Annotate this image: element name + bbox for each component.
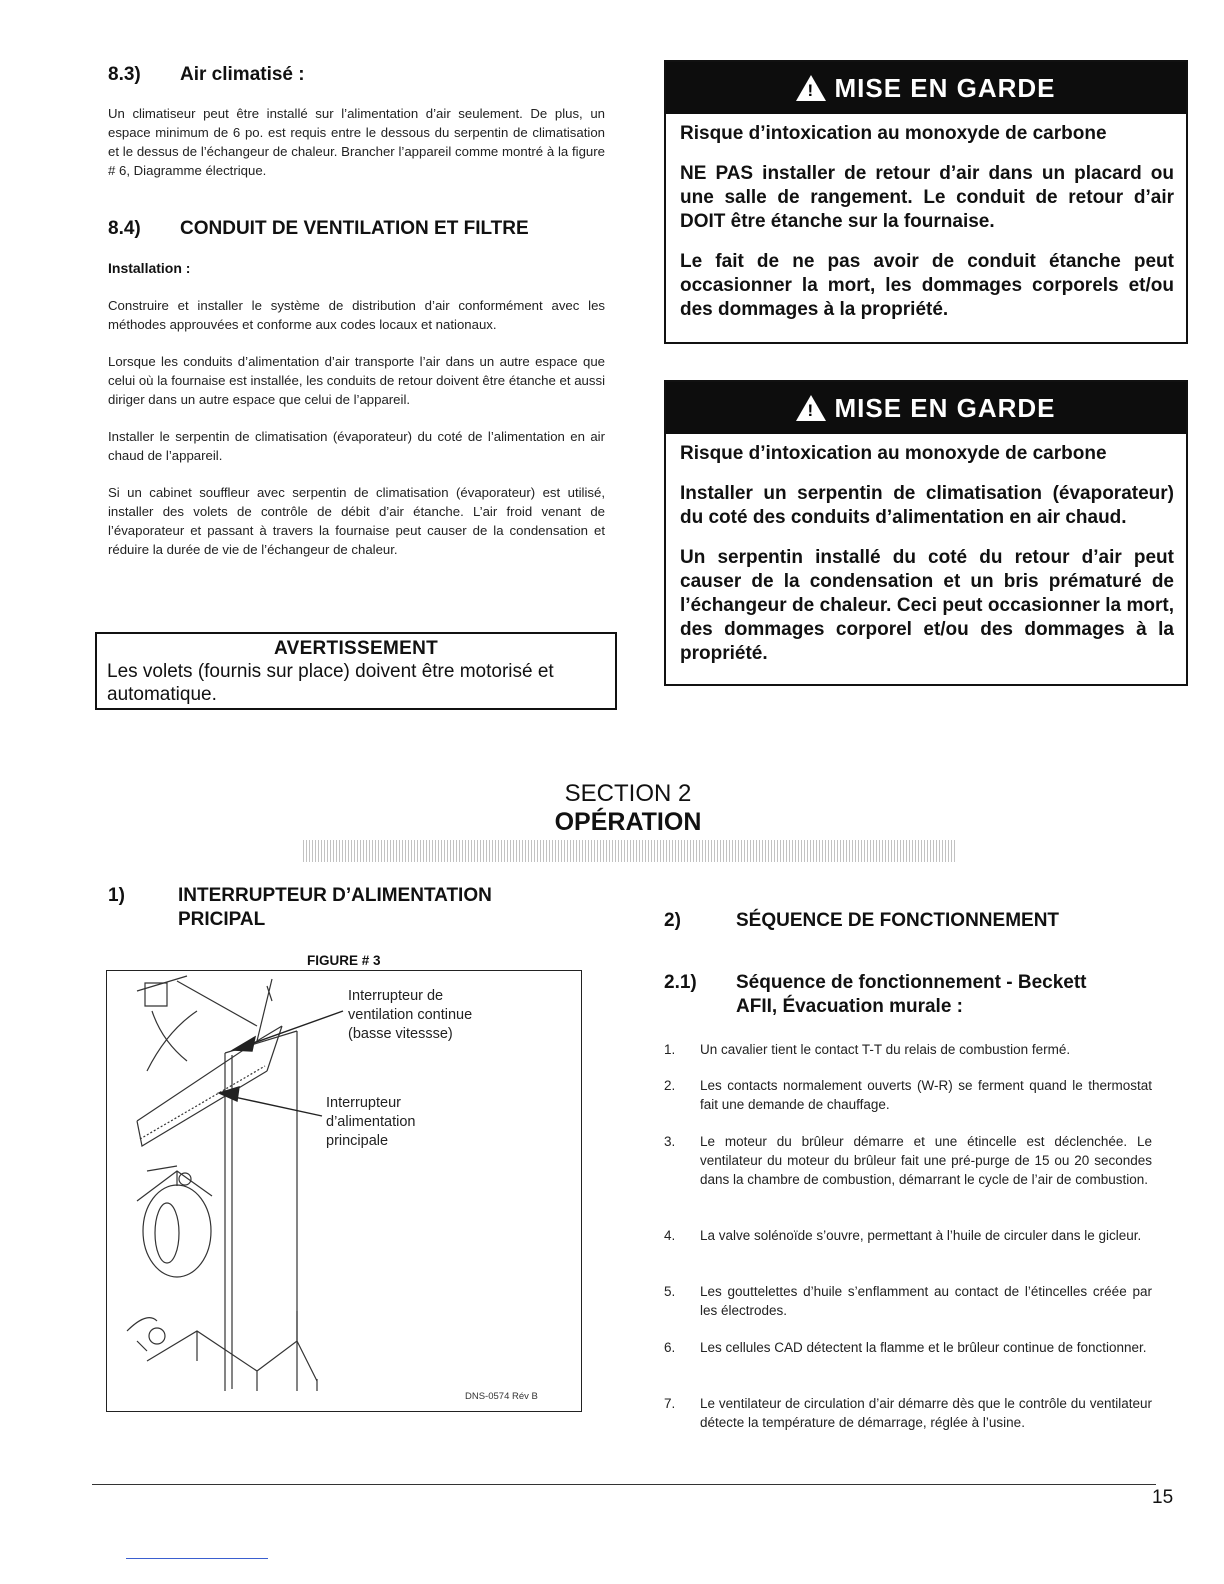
warning-2-line-1: Risque d’intoxication au monoxyde de carbone bbox=[680, 443, 1107, 464]
callout-ventilation-switch: Interrupteur de ventilation continue (basse vitessse) bbox=[348, 988, 473, 1042]
warning-2-header-text: MISE EN GARDE bbox=[834, 393, 1056, 423]
avertissement-title: AVERTISSEMENT bbox=[273, 638, 438, 659]
section-divider-pattern bbox=[303, 840, 955, 862]
drawing-reference: DNS-0574 Rév B bbox=[465, 1391, 538, 1402]
warning-1-header bbox=[666, 62, 1186, 114]
installation-para-3: Installer le serpentin de climatisation (évaporateur) du coté de l’alimentation en air chaud de l’appareil. bbox=[108, 429, 605, 463]
warning-1-line-3: Le fait de ne pas avoir de conduit étanche peut occasionner la mort, les dommages corporels et/ou des dommages à la propriété. bbox=[680, 251, 1174, 320]
section-2-number: 2) bbox=[664, 910, 681, 931]
installation-para-4: Si un cabinet souffleur avec serpentin de climatisation (évaporateur) est utilisé, installer des volets de contrôle de débit d’air étanche. L’air froid venant de l’évaporateur et passant à travers la fournaise peut causer de la condensation et réduire la durée de vie de l’échangeur de chaleur. bbox=[108, 485, 605, 557]
section-8-3-number: 8.3) bbox=[108, 64, 141, 85]
section-2-1-title-line-2: AFII, Évacuation murale : bbox=[736, 996, 963, 1017]
warning-triangle-icon: ! bbox=[796, 395, 826, 421]
section-title: OPÉRATION bbox=[554, 808, 702, 836]
installation-label: Installation : bbox=[108, 260, 191, 276]
installation-para-2: Lorsque les conduits d’alimentation d’air transporte l’air dans un autre espace que celui où la fournaise est installée, les conduits de retour doivent être étanche et aussi diriger dans un autre espace que celui de l’appareil. bbox=[108, 354, 605, 407]
warning-1-line-2: NE PAS installer de retour d’air dans un placard ou une salle de rangement. Le conduit de retour d’air DOIT être étanche sur la fournaise. bbox=[680, 163, 1174, 232]
figure-3-frame bbox=[106, 970, 582, 1412]
installation-para-1: Construire et installer le système de distribution d’air conformément avec les méthodes approuvées et conforme aux codes locaux et nationaux. bbox=[108, 298, 605, 332]
page-number: 15 bbox=[1152, 1487, 1174, 1508]
section-2-1-number: 2.1) bbox=[664, 972, 697, 993]
avertissement-text: Les volets (fournis sur place) doivent être motorisé et automatique. bbox=[107, 661, 554, 705]
section-label: SECTION 2 bbox=[564, 780, 692, 807]
section-1-number: 1) bbox=[108, 885, 125, 906]
section-1-title-line-1: INTERRUPTEUR D’ALIMENTATION bbox=[178, 885, 492, 906]
warning-box-2 bbox=[664, 380, 1188, 686]
furnace-switch-diagram bbox=[107, 971, 582, 1412]
warning-1-line-1: Risque d’intoxication au monoxyde de carbone bbox=[680, 123, 1107, 144]
bottom-blue-line bbox=[126, 1558, 268, 1559]
warning-2-line-2: Installer un serpentin de climatisation (évaporateur) du coté des conduits d’alimentation en air chaud. bbox=[680, 483, 1174, 528]
warning-2-header bbox=[666, 382, 1186, 434]
warning-1-header-text: MISE EN GARDE bbox=[834, 73, 1056, 103]
installation-body bbox=[108, 296, 605, 577]
warning-triangle-icon: ! bbox=[796, 75, 826, 101]
warning-box-1 bbox=[664, 60, 1188, 344]
section-2-title: SÉQUENCE DE FONCTIONNEMENT bbox=[736, 910, 1060, 931]
callout-main-power-switch: Interrupteur d’alimentation principale bbox=[326, 1095, 416, 1149]
section-8-4-title: CONDUIT DE VENTILATION ET FILTRE bbox=[180, 218, 529, 239]
sequence-steps-list: 1. Un cavalier tient le contact T-T du relais de combustion fermé. 2. Les contacts normalement ouverts (W-R) se ferment quand le thermostat fait une demande de chauffage. 3. Le moteur du brûleur démarre et une étincelle est déclenchée. Le ventilateur du moteur du brûleur fait une pré-purge de 15 ou 20 secondes dans la chambre de combustion, démarrant le cycle de l’air de combustion. 4. La valve solénoïde s’ouvre, permettant à l’huile de circuler dans le gicleur. 5. Les gouttelettes d’huile s’enflamment au contact de l’étincelles créée par les électrodes. 6. Les cellules CAD détectent la flamme et le brûleur continue de fonctionner. 7. Le ventilateur de circulation d’air démarre dès que le contrôle du ventilateur détecte la température de démarrage, réglée à l’usine. bbox=[664, 1042, 1152, 1430]
avertissement-box bbox=[95, 632, 617, 710]
footer-rule bbox=[92, 1484, 1156, 1485]
section-1-title-line-2: PRICIPAL bbox=[178, 909, 266, 930]
section-8-4-number: 8.4) bbox=[108, 218, 141, 239]
warning-2-line-3: Un serpentin installé du coté du retour d’air peut causer de la condensation et un bris prématuré de l’échangeur de chaleur. Ceci peut occasionner la mort, des dommages corporel et/ou des dommages à la propriété. bbox=[680, 547, 1174, 664]
section-8-3-title: Air climatisé : bbox=[180, 64, 305, 85]
section-8-3-text: Un climatiseur peut être installé sur l’alimentation d’air seulement. De plus, un espace minimum de 6 po. est requis entre le dessous du serpentin de climatisation et le dessus de l’échangeur de chaleur. Brancher l’appareil comme montré à la figure # 6, Diagramme électrique. bbox=[108, 106, 605, 178]
figure-label: FIGURE # 3 bbox=[307, 953, 381, 968]
section-2-1-title-line-1: Séquence de fonctionnement - Beckett bbox=[736, 972, 1087, 993]
